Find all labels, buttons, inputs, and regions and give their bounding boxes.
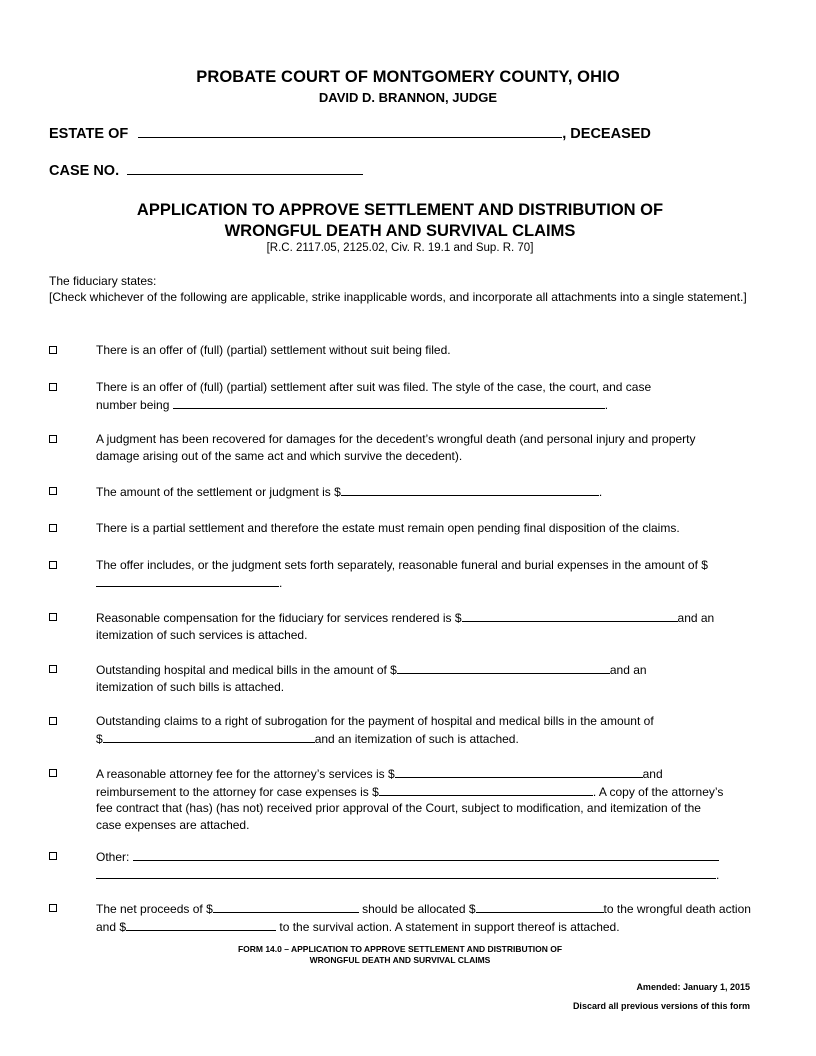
item-text-part: The offer includes, or the judgment sets forth separately, reasonable funeral and burial expenses in the amount of $ bbox=[96, 558, 708, 572]
item-text-part: to the survival action. A statement in support thereof is attached. bbox=[276, 919, 620, 934]
item-text bbox=[96, 713, 756, 747]
item-text-part: A reasonable attorney fee for the attorney’s services is $ bbox=[96, 767, 395, 781]
case-label: CASE NO. bbox=[49, 163, 120, 179]
item-text-part: Outstanding claims to a right of subrogation for the payment of hospital and medical bills in the amount of bbox=[96, 714, 654, 728]
item-text-part: . A copy of the attorney’s fee contract that (has) (has not) received prior approval of the Court, subject to modification, and itemization of the case expenses are attached. bbox=[96, 784, 724, 832]
estate-name-field[interactable] bbox=[138, 125, 562, 138]
item-text-part: and an itemization of such services is attached. bbox=[96, 611, 715, 642]
judge-name: DAVID D. BRANNON, JUDGE bbox=[318, 90, 498, 105]
form-footer-line-1: FORM 14.0 – APPLICATION TO APPROVE SETTLEMENT AND DISTRIBUTION OF bbox=[237, 944, 563, 954]
checkbox[interactable] bbox=[49, 383, 57, 391]
item-text bbox=[96, 765, 726, 833]
checkbox[interactable] bbox=[49, 561, 57, 569]
item-text-part: . bbox=[279, 575, 283, 590]
item-text bbox=[96, 848, 756, 883]
case-expenses-field[interactable] bbox=[379, 783, 593, 796]
funeral-expenses-field[interactable] bbox=[96, 574, 279, 587]
item-text-part: There is an offer of (full) (partial) settlement after suit was filed. The style of the case, the court, and case bbox=[96, 380, 652, 394]
estate-label: ESTATE OF bbox=[49, 126, 129, 142]
item-text-part: $ bbox=[96, 731, 103, 746]
item-text: A judgment has been recovered for damages for the decedent’s wrongful death (and personal injury and property damage arising out of the same act and which survive the decedent). bbox=[96, 432, 696, 463]
checkbox[interactable] bbox=[49, 613, 57, 621]
checkbox[interactable] bbox=[49, 852, 57, 860]
checkbox[interactable] bbox=[49, 665, 57, 673]
case-number-field[interactable] bbox=[127, 162, 363, 175]
statute-citation: [R.C. 2117.05, 2125.02, Civ. R. 19.1 and Sup. R. 70] bbox=[266, 242, 534, 254]
discard-notice: Discard all previous versions of this form bbox=[572, 1001, 750, 1011]
item-text-part: Outstanding hospital and medical bills in the amount of $ bbox=[96, 663, 397, 677]
other-field-line-2[interactable] bbox=[96, 866, 716, 879]
checkbox[interactable] bbox=[49, 904, 57, 912]
form-title bbox=[0, 200, 800, 242]
checkbox[interactable] bbox=[49, 524, 57, 532]
item-text bbox=[96, 379, 756, 413]
item-text-part: The net proceeds of $ bbox=[96, 902, 213, 916]
case-style-field[interactable] bbox=[173, 396, 605, 409]
checkbox[interactable] bbox=[49, 717, 57, 725]
item-text-part: . bbox=[604, 397, 609, 412]
item-text bbox=[96, 900, 756, 935]
estate-line bbox=[49, 125, 651, 142]
other-field[interactable] bbox=[133, 848, 719, 861]
item-text-part: Other: bbox=[96, 850, 130, 864]
item-text-part: to the wrongful death action and $ bbox=[96, 902, 751, 934]
checkbox[interactable] bbox=[49, 487, 57, 495]
item-text-part: number being bbox=[96, 397, 170, 412]
intro-line-1: The fiduciary states: bbox=[49, 274, 157, 288]
case-number-line bbox=[49, 162, 363, 179]
item-text: There is a partial settlement and therefore the estate must remain open pending final disposition of the claims. bbox=[96, 521, 680, 535]
survival-allocation-field[interactable] bbox=[126, 918, 276, 931]
item-text-part: and reimbursement to the attorney for case expenses is $ bbox=[96, 767, 663, 799]
title-line-2: WRONGFUL DEATH AND SURVIVAL CLAIMS bbox=[224, 222, 576, 240]
subrogation-amount-field[interactable] bbox=[103, 730, 315, 743]
estate-suffix: , DECEASED bbox=[562, 126, 651, 142]
form-footer-line-2: WRONGFUL DEATH AND SURVIVAL CLAIMS bbox=[309, 955, 491, 965]
item-text bbox=[96, 557, 716, 591]
medical-bills-field[interactable] bbox=[397, 661, 610, 674]
item-text bbox=[96, 609, 756, 643]
settlement-amount-field[interactable] bbox=[341, 483, 599, 496]
item-text-part: should be allocated $ bbox=[358, 902, 476, 916]
checkbox[interactable] bbox=[49, 435, 57, 443]
item-text-part: . bbox=[598, 485, 603, 499]
amended-date: Amended: January 1, 2015 bbox=[636, 982, 750, 992]
item-text-part: and an itemization of such bills is attached. bbox=[96, 663, 647, 694]
item-text-part: Reasonable compensation for the fiduciary for services rendered is $ bbox=[96, 611, 462, 625]
item-text bbox=[96, 483, 756, 501]
item-text: There is an offer of (full) (partial) settlement without suit being filed. bbox=[96, 343, 451, 357]
item-text-part: . bbox=[716, 867, 720, 882]
court-name: PROBATE COURT OF MONTGOMERY COUNTY, OHIO bbox=[196, 68, 620, 86]
attorney-fee-field[interactable] bbox=[395, 765, 643, 778]
wrongful-death-allocation-field[interactable] bbox=[476, 900, 604, 913]
title-line-1: APPLICATION TO APPROVE SETTLEMENT AND DISTRIBUTION OF bbox=[136, 201, 664, 219]
checkbox[interactable] bbox=[49, 769, 57, 777]
form-footer bbox=[0, 944, 800, 966]
checkbox[interactable] bbox=[49, 346, 57, 354]
intro-line-2: [Check whichever of the following are applicable, strike inapplicable words, and incorporate all attachments into a single statement.] bbox=[49, 290, 747, 304]
intro bbox=[49, 273, 749, 305]
net-proceeds-field[interactable] bbox=[213, 900, 359, 913]
fiduciary-compensation-field[interactable] bbox=[462, 609, 678, 622]
item-text-part: The amount of the settlement or judgment is $ bbox=[96, 485, 341, 499]
item-text-part: and an itemization of such is attached. bbox=[314, 731, 519, 746]
item-text bbox=[96, 661, 696, 695]
